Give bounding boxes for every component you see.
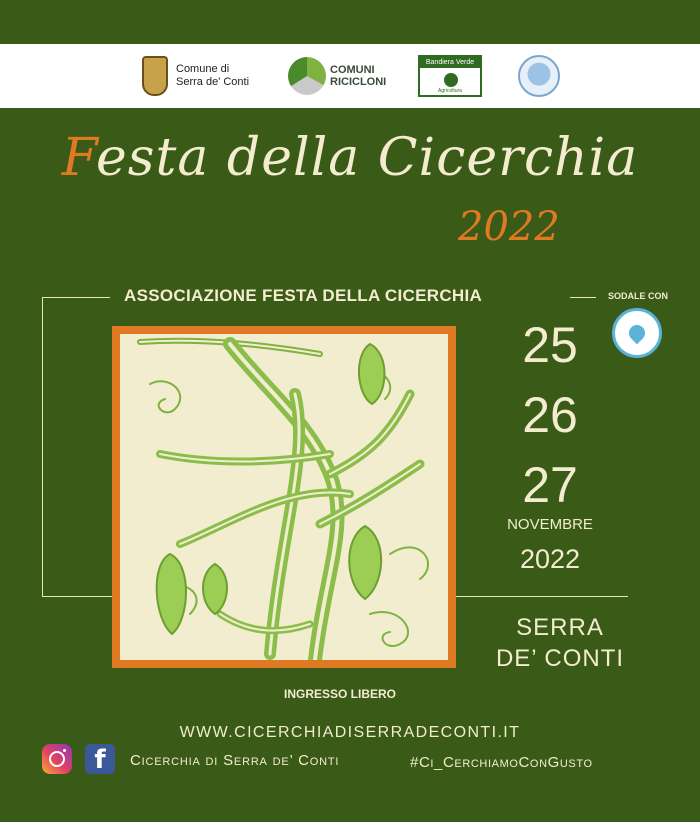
partner-label: SODALE CON [608, 291, 669, 301]
bandiera-verde-logo [418, 52, 482, 100]
ricicloni-logo [288, 52, 386, 100]
date-day-3: 27 [522, 457, 578, 513]
hashtag: #Ci_CerchiamoConGusto [410, 754, 593, 771]
title-first-letter: F [61, 128, 97, 188]
facebook-icon[interactable]: f [85, 744, 115, 774]
date-day-2: 26 [522, 387, 578, 443]
instagram-icon[interactable] [42, 744, 72, 774]
crest-icon [142, 56, 168, 96]
comune-line1: Comune di [176, 63, 230, 75]
bandiera-title: Bandiera Verde [420, 57, 480, 68]
bandiera-subtitle: Agricoltura [438, 88, 462, 94]
frame-line-bottom-left [42, 596, 112, 597]
association-name: ASSOCIAZIONE FESTA DELLA CICERCHIA [124, 286, 483, 305]
comune-logo [142, 52, 249, 100]
entry-text: INGRESSO LIBERO [283, 687, 396, 701]
title-year: 2022 [458, 204, 560, 250]
frame-line-left [42, 297, 43, 597]
ricicloni-line1: COMUNI [330, 64, 375, 76]
title-rest: esta della Cicerchia [96, 128, 639, 188]
tree-icon [518, 55, 560, 97]
cicerchia-illustration [120, 334, 448, 660]
comune-label [176, 63, 249, 89]
top-band [0, 0, 700, 44]
flag-icon [418, 55, 482, 97]
date-day-1: 25 [522, 317, 578, 373]
drop-icon [626, 322, 649, 345]
ricicloni-label [330, 64, 386, 88]
date-year: 2022 [519, 544, 581, 574]
ricicloni-line2: RICICLONI [330, 76, 387, 88]
frame-line-top-left [42, 297, 110, 298]
partner-logo [612, 308, 662, 358]
social-account-name[interactable]: Cicerchia di Serra de’ Conti [130, 752, 340, 769]
sponsor-logo-bar [0, 44, 700, 108]
place-line2: DE’ CONTI [495, 645, 625, 672]
comune-line2: Serra de' Conti [176, 76, 250, 88]
recycle-icon [288, 57, 326, 95]
plant-drawing [120, 334, 448, 660]
date-month: NOVEMBRE [507, 516, 593, 533]
place-line1: SERRA [516, 614, 604, 641]
entry-note [0, 685, 700, 703]
illustration-frame [112, 326, 456, 668]
frame-line-top-right [570, 297, 596, 298]
frame-line-bottom-right [456, 596, 628, 597]
bandiera-emblem [444, 73, 458, 87]
tree-logo [518, 52, 560, 100]
event-title [0, 128, 700, 188]
website-link[interactable]: WWW.CICERCHIADISERRADECONTI.IT [179, 724, 521, 741]
